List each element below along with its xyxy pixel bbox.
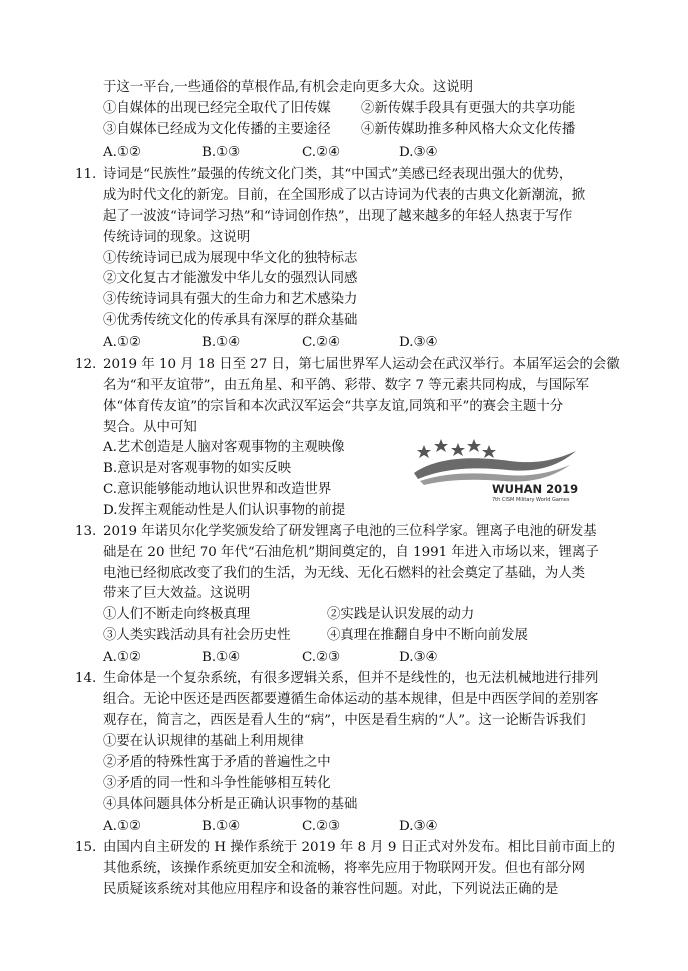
q11-option-3: ③传统诗词具有强大的生命力和艺术感染力	[103, 292, 358, 307]
q13-choice-a: A.①②	[103, 650, 141, 665]
q11-choice-c: C.②④	[302, 335, 341, 350]
q10-choice-d: D.③④	[399, 145, 438, 160]
q10-choice-b: B.①③	[202, 145, 241, 160]
q12-option-c: C.意识能够能动地认识世界和改造世界	[103, 482, 332, 497]
q11-choice-d: D.③④	[399, 335, 438, 350]
q15-number: 15.	[75, 840, 97, 855]
q14-option-3: ③矛盾的同一性和斗争性能够相互转化	[103, 776, 331, 791]
logo-title: WUHAN 2019	[492, 482, 578, 496]
q12-option-b: B.意识是对客观事物的如实反映	[103, 461, 292, 476]
q10-choice-c: C.②④	[302, 145, 341, 160]
logo-stars-icon	[417, 439, 496, 458]
q10-option-4: ④新传媒助推多种风格大众文化传播	[361, 122, 576, 137]
q14-option-4: ④具体问题具体分析是正确认识事物的基础	[103, 797, 358, 812]
q14-stem-line: 观存在，简言之，西医是看人生的“病”，中医是看生病的“人”。这一论断告诉我们	[103, 713, 586, 728]
q11-option-1: ①传统诗词已成为展现中华文化的独特标志	[103, 251, 358, 266]
q11-choice-b: B.①④	[202, 335, 241, 350]
q11-stem-line: 诗词是“民族性”最强的传统文化门类，其“中国式”美感已经表现出强大的优势，	[103, 167, 573, 182]
q10-option-3: ③自媒体已经成为文化传播的主要途径	[103, 122, 331, 137]
q12-option-d: D.发挥主观能动性是人们认识事物的前提	[103, 503, 346, 518]
q10-option-1: ①自媒体的出现已经完全取代了旧传媒	[103, 101, 331, 116]
q13-stem-line: 础是在 20 世纪 70 年代“石油危机”期间奠定的，自 1991 年进入市场以来，锂离子	[103, 545, 599, 560]
q11-choice-a: A.①②	[103, 335, 141, 350]
q12-stem-line: 体“体育传友谊”的宗旨和本次武汉军运会“共享友谊,同筑和平”的赛会主题十分	[103, 399, 564, 414]
q14-number: 14.	[75, 671, 97, 686]
q13-choice-d: D.③④	[399, 650, 438, 665]
q12-number: 12.	[75, 357, 97, 372]
q13-choice-c: C.②③	[302, 650, 341, 665]
q12-stem-line: 名为“和平友谊带”，由五角星、和平鸽、彩带、数字 7 等元素共同构成，与国际军	[103, 378, 590, 393]
q10-choice-a: A.①②	[103, 145, 141, 160]
q13-stem-line: 2019 年诺贝尔化学奖颁发给了研发锂离子电池的三位科学家。锂离子电池的研发基	[103, 524, 597, 539]
q12-option-a: A.艺术创造是人脑对客观事物的主观映像	[103, 440, 345, 455]
q14-option-2: ②矛盾的特殊性寓于矛盾的普遍性之中	[103, 755, 331, 770]
q13-number: 13.	[75, 524, 97, 539]
q13-stem-line: 带来了巨大效益。这说明	[103, 586, 251, 601]
q13-option-2: ②实践是认识发展的动力	[327, 607, 475, 622]
q15-stem-line: 民质疑该系统对其他应用程序和设备的兼容性问题。对此，下列说法正确的是	[103, 882, 559, 897]
q14-choice-d: D.③④	[399, 819, 438, 834]
q13-choice-b: B.①④	[202, 650, 241, 665]
q12-stem-line: 2019 年 10 月 18 日至 27 日，第七届世界军人运动会在武汉举行。本届军运会的会徽	[103, 357, 620, 372]
q11-option-4: ④优秀传统文化的传承具有深厚的群众基础	[103, 313, 358, 328]
q14-choice-a: A.①②	[103, 819, 141, 834]
q13-option-3: ③人类实践活动具有社会历史性	[103, 628, 291, 643]
q12-stem-line: 契合。从中可知	[103, 420, 197, 435]
q13-stem-line: 电池已经彻底改变了我们的生活，为无线、无化石燃料的社会奠定了基础，为人类	[103, 566, 586, 581]
wuhan-2019-logo	[410, 433, 578, 503]
q11-stem-line: 成为时代文化的新宠。目前，在全国形成了以古诗词为代表的古典文化新潮流，掀	[103, 188, 586, 203]
q14-choice-c: C.②③	[302, 819, 341, 834]
q13-option-1: ①人们不断走向终极真理	[103, 607, 251, 622]
q11-number: 11.	[75, 167, 97, 182]
q10-stem-tail: 于这一平台,一些通俗的草根作品,有机会走向更多大众。这说明	[103, 80, 474, 95]
q10-option-2: ②新传媒手段具有更强大的共享功能	[361, 101, 576, 116]
q14-option-1: ①要在认识规律的基础上利用规律	[103, 734, 304, 749]
q14-stem-line: 生命体是一个复杂系统，有很多逻辑关系，但并不是线性的，也无法机械地进行排列	[103, 671, 599, 686]
q14-stem-line: 组合。无论中医还是西医都要遵循生命体运动的基本规律，但是中西医学间的差别客	[103, 692, 599, 707]
q14-choice-b: B.①④	[202, 819, 241, 834]
q11-option-2: ②文化复古才能激发中华儿女的强烈认同感	[103, 271, 358, 286]
q15-stem-line: 由国内自主研发的 H 操作系统于 2019 年 8 月 9 日正式对外发布。相比目前市面上的	[103, 840, 615, 855]
logo-subtitle: 7th CISM Military World Games	[492, 497, 570, 503]
q11-stem-line: 传统诗词的现象。这说明	[103, 230, 251, 245]
q13-option-4: ④真理在推翻自身中不断向前发展	[327, 628, 528, 643]
q11-stem-line: 起了一波波“诗词学习热”和“诗词创作热”，出现了越来越多的年轻人热衷于写作	[103, 209, 573, 224]
q15-stem-line: 其他系统，该操作系统更加安全和流畅，将率先应用于物联网开发。但也有部分网	[103, 861, 586, 876]
